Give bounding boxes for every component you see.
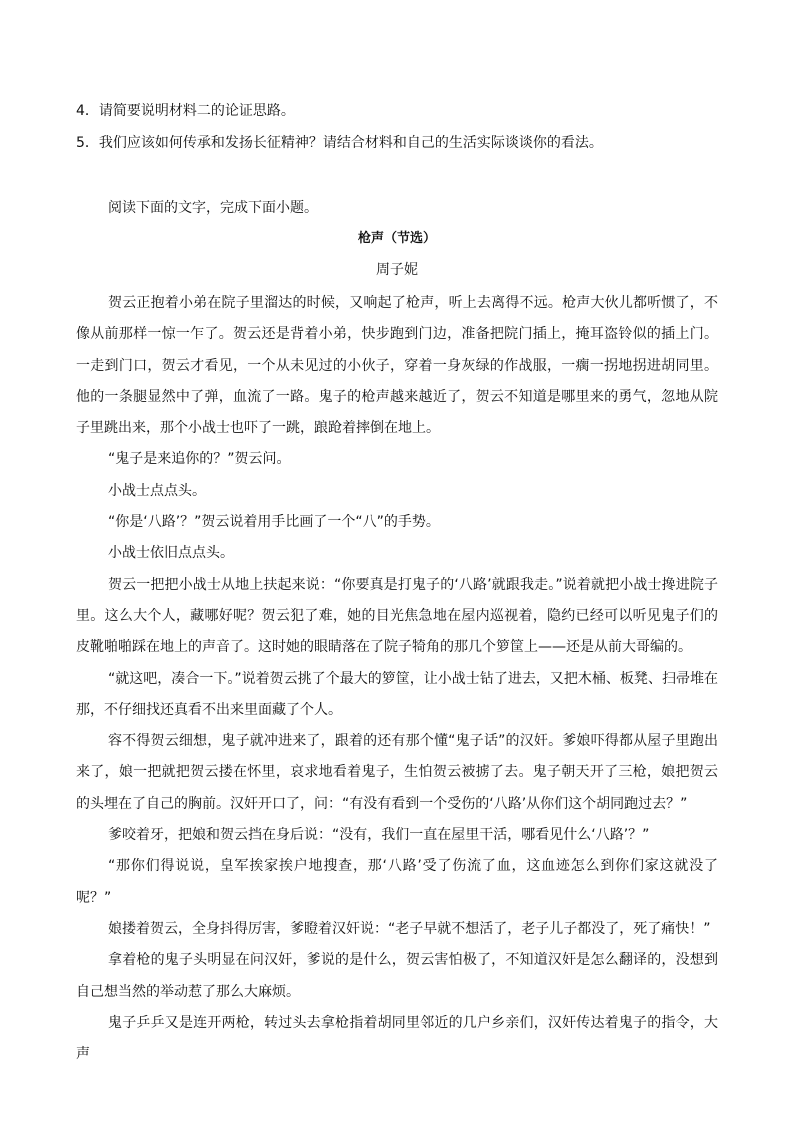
story-paragraph: “你是‘八路’？”贺云说着用手比画了一个“八”的手势。 — [108, 514, 440, 531]
question-5: 5．我们应该如何传承和发扬长征精神？请结合材料和自己的生活实际谈谈你的看法。 — [76, 135, 603, 151]
story-paragraph: 贺云正抱着小弟在院子里溜达的时候，又响起了枪声，听上去离得不远。枪声大伙儿都听惯了，不像从前那样一惊一乍了。贺云还是背着小弟，快步跑到门边，准备把院门插上，掩耳盗铃似的插上门。一走到门口，贺云才看见，一个从未见过的小伙子，穿着一身灰绿的作战服，一瘸一拐地拐进胡同里。他的一条腿显然中了弹，血流了一路。鬼子的枪声越来越近了，贺云不知道是哪里来的勇气，忽地从院子里跳出来，那个小战士也吓了一跳，踉跄着摔倒在地上。 — [76, 295, 718, 437]
story-paragraph: “就这吧，凑合一下。”说着贺云挑了个最大的箩筐，让小战士钻了进去，又把木桶、板凳、扫帚堆在那，不仔细找还真看不出来里面藏了个人。 — [76, 670, 718, 718]
story-paragraph: 小战士依旧点点头。 — [108, 545, 234, 562]
story-paragraph: 容不得贺云细想，鬼子就冲进来了，跟着的还有那个懂“鬼子话”的汉奸。爹娘吓得都从屋子里跑出来了，娘一把就把贺云搂在怀里，哀求地看着鬼子，生怕贺云被掳了去。鬼子朝天开了三枪，娘把贺云的头埋在了自己的胸前。汉奸开口了，问：“有没有看到一个受伤的‘八路’从你们这个胡同跑过去？” — [76, 733, 718, 812]
story-paragraph: “那你们得说说，皇军挨家挨户地搜查，那‘八路’受了伤流了血，这血迹怎么到你们家这就没了呢？” — [76, 858, 718, 906]
story-author: 周子妮 — [376, 262, 418, 278]
story-paragraph: 鬼子乒乒又是连开两枪，转过头去拿枪指着胡同里邻近的几户乡亲们，汉奸传达着鬼子的指令，大声 — [76, 1014, 718, 1063]
story-paragraph: 爹咬着牙，把娘和贺云挡在身后说：“没有，我们一直在屋里干活，哪看见什么‘八路’？” — [108, 827, 650, 844]
story-body — [76, 288, 718, 1070]
story-paragraph: 拿着枪的鬼子头明显在问汉奸，爹说的是什么，贺云害怕极了，不知道汉奸是怎么翻译的，没想到自己想当然的举动惹了那么大麻烦。 — [76, 952, 718, 1000]
story-title: 枪声（节选） — [357, 231, 436, 246]
story-paragraph: 娘搂着贺云，全身抖得厉害，爹瞪着汉奸说：“老子早就不想活了，老子儿子都没了，死了痛快！” — [108, 920, 711, 937]
story-paragraph: 贺云一把把小战士从地上扶起来说：“你要真是打鬼子的‘八路’就跟我走。”说着就把小战士搀进院子里。这么大个人，藏哪好呢？贺云犯了难，她的目光焦急地在屋内巡视着，隐约已经可以听见鬼子们的皮靴啪啪踩在地上的声音了。这时她的眼睛落在了院子犄角的那几个箩筐上——还是从前大哥编的。 — [76, 576, 718, 656]
story-paragraph: “鬼子是来追你的？”贺云问。 — [108, 451, 291, 468]
reading-instruction: 阅读下面的文字，完成下面小题。 — [108, 200, 318, 216]
story-paragraph: 小战士点点头。 — [108, 482, 206, 499]
question-4: 4．请简要说明材料二的论证思路。 — [76, 103, 295, 119]
